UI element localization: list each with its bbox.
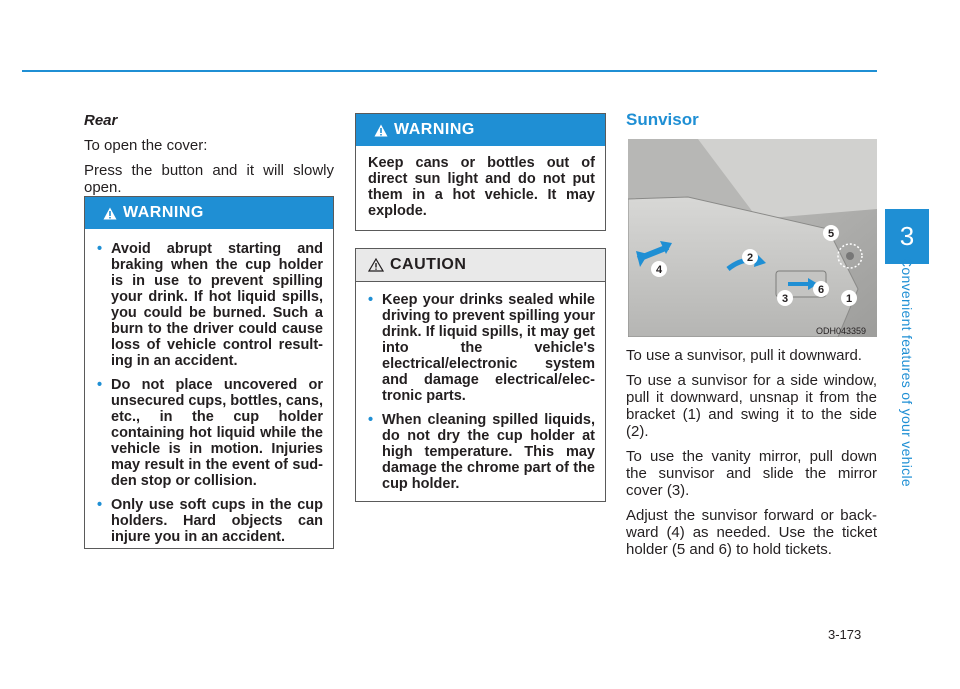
warning-title: WARNING — [123, 204, 204, 221]
bullet-dot-icon: • — [97, 377, 103, 393]
callout-1: 1 — [845, 293, 853, 305]
chapter-number: 3 — [899, 221, 915, 251]
bullet-dot-icon: • — [97, 241, 103, 257]
bullet-dot-icon: • — [368, 412, 374, 428]
left-column — [84, 112, 334, 204]
image-code: ODH043359 — [816, 326, 867, 336]
warning-text: Keep cans or bottles out of direct sun light and do not put them in a hot vehicle. It may explode. — [368, 155, 595, 219]
caution-body — [356, 282, 605, 502]
warning-title: WARNING — [394, 121, 475, 138]
warning-body — [85, 229, 333, 555]
bullet-dot-icon: • — [368, 292, 374, 308]
callout-6: 6 — [817, 284, 825, 296]
right-paragraph: To use a sunvisor, pull it downward. — [626, 347, 862, 364]
warning-header — [85, 197, 333, 229]
header-rule — [22, 70, 877, 72]
sunvisor-photo — [628, 139, 877, 337]
bullet-dot-icon: • — [97, 497, 103, 513]
callout-3: 3 — [781, 293, 789, 305]
section-title: Sunvisor — [626, 110, 699, 129]
caution-item: • When cleaning spilled liquids, do not dry the cup holder at high temperature. This may damage the chrome part of the cup holder. — [368, 412, 595, 492]
warning-triangle-filled-icon — [103, 207, 117, 220]
warning-body — [356, 146, 605, 229]
warning-header — [356, 114, 605, 146]
caution-title: CAUTION — [390, 256, 467, 273]
left-paragraph: Press the button and it will slowly open. — [84, 162, 334, 196]
warning-item: • Only use soft cups in the cup holders. Hard objects can injure you in an accident. — [97, 497, 323, 545]
warning-item: • Do not place uncovered or unsecured cups, bottles, cans, etc., in the cup holder containing hot liquid while the vehicle is in motion. Injuries may result in the event of sud-den stop or collision. — [97, 377, 323, 489]
callout-2: 2 — [746, 252, 754, 264]
caution-triangle-outline-icon — [368, 258, 384, 272]
caution-box — [355, 248, 606, 502]
warning-item: • Avoid abrupt starting and braking when the cup holder is in use to prevent spilling your drink. If hot liquid spills, you could be burned. Such a burn to the driver could cause loss of vehicle control result-ing in an accident. — [97, 241, 323, 369]
right-column — [626, 347, 877, 566]
rear-heading: Rear — [84, 112, 118, 129]
right-paragraph: To use a sunvisor for a side window, pull it downward, unsnap it from the bracket (1) and swing it to the side (2). — [626, 372, 877, 440]
chapter-tab — [885, 209, 929, 264]
caution-header — [356, 249, 605, 282]
left-paragraph: To open the cover: — [84, 137, 208, 154]
callout-4: 4 — [655, 264, 663, 276]
warning-triangle-filled-icon — [374, 124, 388, 137]
page-number: 3-173 — [828, 627, 862, 642]
warning-box-middle — [355, 113, 606, 231]
chapter-title: Convenient features of your vehicle — [899, 257, 915, 487]
right-paragraph: To use the vanity mirror, pull down the sunvisor and slide the mirror cover (3). — [626, 448, 877, 499]
caution-item: • Keep your drinks sealed while driving to prevent spilling your drink. If liquid spills, it may get into the vehicle's electrical/electronic system and damage electrical/elec-tronic parts. — [368, 292, 595, 404]
warning-box-left — [84, 196, 334, 549]
right-paragraph: Adjust the sunvisor forward or back-ward (4) as needed. Use the ticket holder (5 and 6) to hold tickets. — [626, 507, 877, 558]
callout-5: 5 — [827, 228, 835, 240]
